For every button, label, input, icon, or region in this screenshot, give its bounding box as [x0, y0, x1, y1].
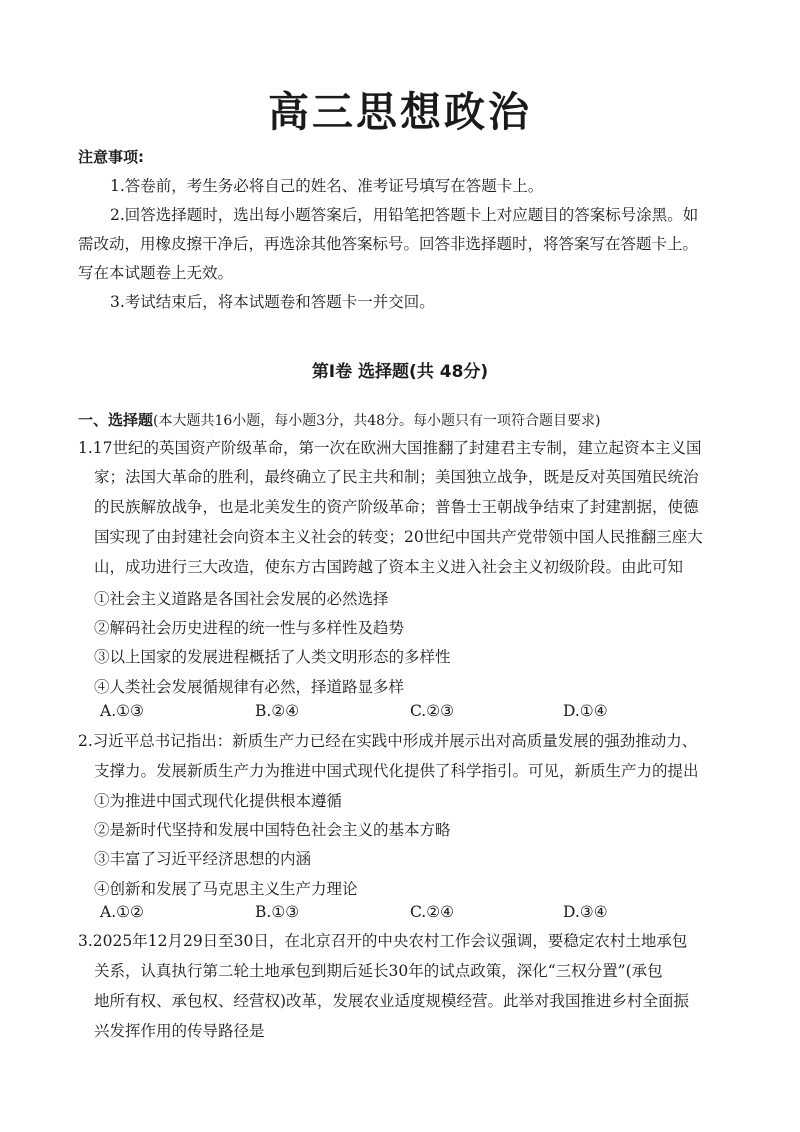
statement: ①为推进中国式现代化提供根本遵循 — [94, 792, 343, 810]
question-stem-line: 3.2025年12月29日至30日，在北京召开的中央农村工作会议强调，要稳定农村土地承包 — [78, 932, 688, 950]
statement: ②是新时代坚持和发展中国特色社会主义的基本方略 — [94, 821, 451, 839]
question-stem-line: 地所有权、承包权、经营权)改革，发展农业适度规模经营。此举对我国推进乡村全面振 — [94, 992, 690, 1010]
answer-choice-c: C.②③ — [410, 702, 455, 720]
answer-choice-a: A.①② — [100, 903, 144, 921]
notice-line: 2.回答选择题时，选出每小题答案后，用铅笔把答题卡上对应题目的答案标号涂黑。如 — [110, 206, 699, 224]
statement: ②解码社会历史进程的统一性与多样性及趋势 — [94, 619, 405, 637]
notice-line: 3.考试结束后，将本试题卷和答题卡一并交回。 — [110, 293, 435, 311]
question-stem-line: 1.17世纪的英国资产阶级革命，第一次在欧洲大国推翻了封建君主专制，建立起资本主义国 — [78, 439, 702, 457]
answer-choice-c: C.②④ — [410, 903, 455, 921]
part-note: (本大题共16小题，每小题3分，共48分。每小题只有一项符合题目要求) — [153, 413, 601, 429]
part-header — [78, 409, 600, 432]
statement: ④人类社会发展循规律有必然，择道路显多样 — [94, 678, 405, 696]
page-title: 高三思想政治 — [268, 88, 532, 136]
question-stem-line: 兴发挥作用的传导路径是 — [94, 1022, 265, 1040]
part-heading: 一、选择题 — [78, 411, 154, 429]
statement: ①社会主义道路是各国社会发展的必然选择 — [94, 590, 389, 608]
answer-choice-d: D.③④ — [563, 903, 608, 921]
statement: ③以上国家的发展进程概括了人类文明形态的多样性 — [94, 648, 451, 666]
notice-line: 写在本试题卷上无效。 — [78, 264, 234, 282]
section-title: 第Ⅰ卷 选择题(共 48分) — [311, 362, 489, 382]
notice-line: 需改动，用橡皮擦干净后，再选涂其他答案标号。回答非选择题时，将答案写在答题卡上。 — [78, 235, 699, 253]
question-stem-line: 2.习近平总书记指出：新质生产力已经在实践中形成并展示出对高质量发展的强劲推动力、 — [78, 732, 698, 750]
notice-line: 1.答卷前，考生务必将自己的姓名、准考证号填写在答题卡上。 — [110, 177, 544, 195]
statement: ④创新和发展了马克思主义生产力理论 — [94, 880, 358, 898]
answer-choice-b: B.①③ — [255, 903, 300, 921]
question-stem-line: 关系，认真执行第二轮土地承包到期后延长30年的试点政策，深化“三权分置”(承包 — [94, 962, 663, 980]
notice-heading: 注意事项: — [78, 148, 144, 166]
question-stem-line: 山，成功进行三大改造，使东方古国跨越了资本主义进入社会主义初级阶段。由此可知 — [94, 558, 684, 576]
answer-choice-a: A.①③ — [100, 702, 144, 720]
answer-choice-b: B.②④ — [255, 702, 300, 720]
question-stem-line: 支撑力。发展新质生产力为推进中国式现代化提供了科学指引。可见，新质生产力的提出 — [94, 762, 699, 780]
question-stem-line: 的民族解放战争，也是北美发生的资产阶级革命；普鲁士王朝战争结束了封建割据，使德 — [94, 498, 699, 516]
answer-choice-d: D.①④ — [563, 702, 608, 720]
statement: ③丰富了习近平经济思想的内涵 — [94, 850, 312, 868]
question-stem-line: 国实现了由封建社会向资本主义社会的转变；20世纪中国共产党带领中国人民推翻三座大 — [94, 528, 703, 546]
question-stem-line: 家；法国大革命的胜利，最终确立了民主共和制；美国独立战争，既是反对英国殖民统治 — [94, 468, 699, 486]
